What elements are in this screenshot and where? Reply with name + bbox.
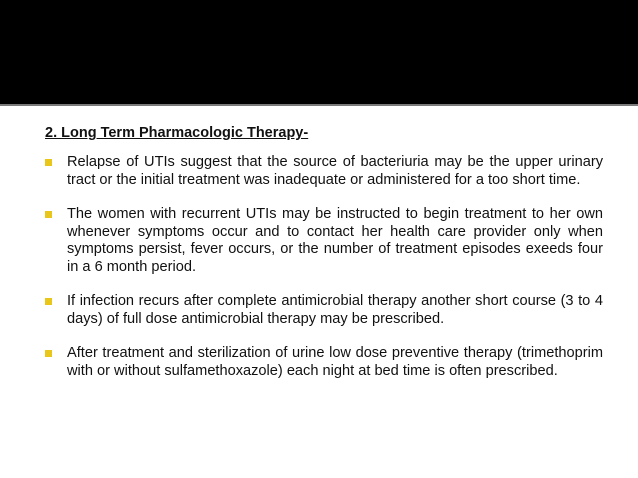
square-bullet-icon — [45, 211, 52, 218]
title-band — [0, 0, 638, 104]
slide-content — [45, 124, 603, 397]
bullet-list — [45, 154, 603, 380]
section-heading: 2. Long Term Pharmacologic Therapy- — [45, 125, 309, 141]
bullet-text: If infection recurs after complete antimicrobial therapy another short course (3 to 4 days) of full dose antimicrobial therapy may be prescribed. — [67, 293, 603, 327]
bullet-text: The women with recurrent UTIs may be instructed to begin treatment to her own whenever symptoms occur and to contact her health care provider only when symptoms persist, fever occurs, or the number of treatment episodes exeeds four in a 6 month period. — [67, 206, 603, 275]
bullet-text: After treatment and sterilization of urine low dose preventive therapy (trimethoprim with or without sulfamethoxazole) each night at bed time is often prescribed. — [67, 345, 603, 379]
bullet-item — [45, 206, 603, 276]
bullet-item — [45, 293, 603, 328]
divider-line — [0, 104, 638, 106]
bullet-item — [45, 345, 603, 380]
bullet-item — [45, 154, 603, 189]
square-bullet-icon — [45, 298, 52, 305]
square-bullet-icon — [45, 159, 52, 166]
square-bullet-icon — [45, 350, 52, 357]
bullet-text: Relapse of UTIs suggest that the source of bacteriuria may be the upper urinary tract or the initial treatment was inadequate or administered for a too short time. — [67, 154, 603, 188]
